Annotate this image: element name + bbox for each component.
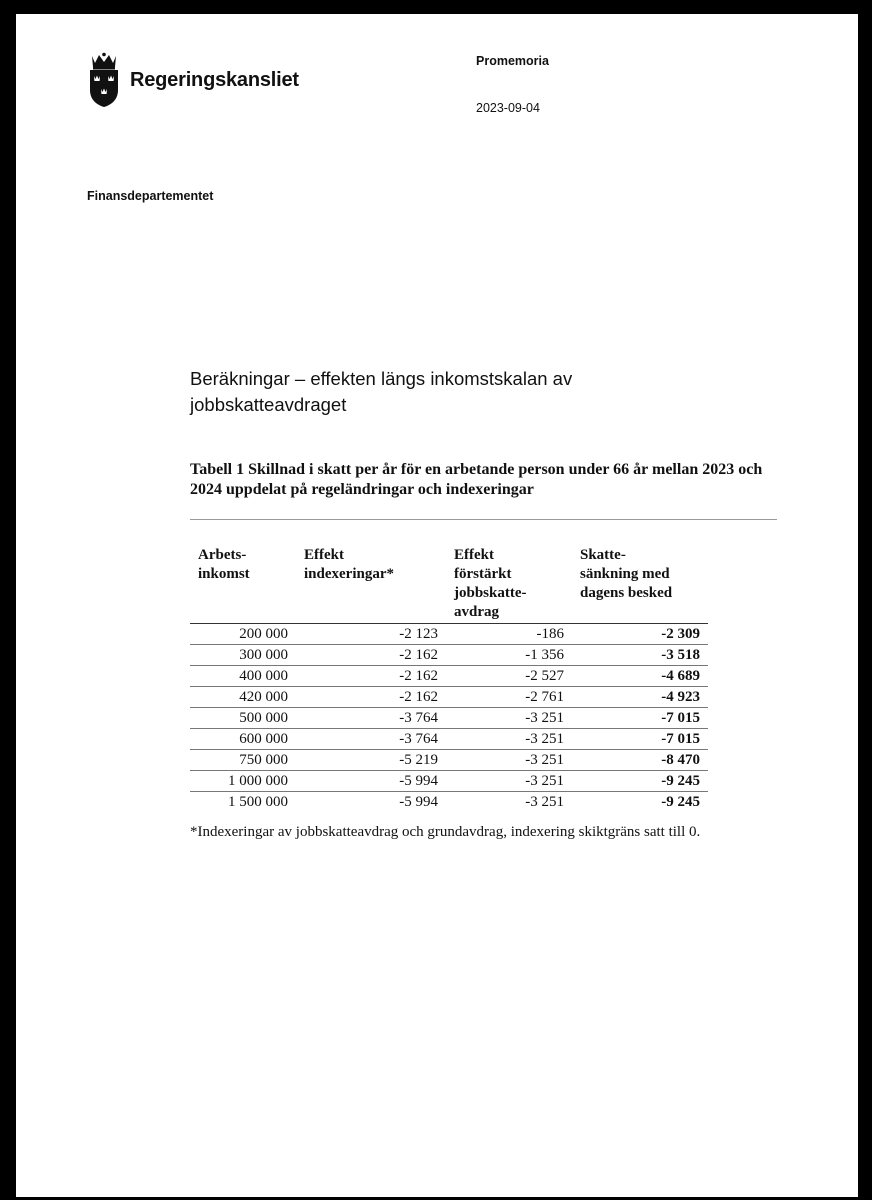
- table-cell: 1 000 000: [190, 771, 296, 792]
- column-header: Skatte- sänkning med dagens besked: [580, 547, 673, 601]
- table-row: [190, 771, 708, 792]
- table-cell: 500 000: [190, 708, 296, 729]
- table-cell: -2 123: [296, 624, 446, 645]
- table-cell: 300 000: [190, 645, 296, 666]
- document-title: Beräkningar – effekten längs inkomstskalan av jobbskatteavdraget: [190, 368, 573, 415]
- table-row: [190, 792, 708, 813]
- table-cell: -2 761: [446, 687, 572, 708]
- table-caption: Tabell 1 Skillnad i skatt per år för en arbetande person under 66 år mellan 2023 och 2024 uppdelat på regeländringar och indexeringar: [190, 461, 763, 498]
- three-crowns-emblem-icon: [86, 52, 122, 108]
- table-row: [190, 645, 708, 666]
- table-row: [190, 666, 708, 687]
- table-cell: -3 764: [296, 708, 446, 729]
- table-row: [190, 729, 708, 750]
- logo-wordmark: Regeringskansliet: [130, 68, 299, 91]
- table-cell: -2 162: [296, 666, 446, 687]
- table-cell: 600 000: [190, 729, 296, 750]
- table-cell: -186: [446, 624, 572, 645]
- table-cell: -3 251: [446, 750, 572, 771]
- table-cell: 750 000: [190, 750, 296, 771]
- caption-divider: [190, 519, 777, 520]
- table-cell: -4 923: [572, 687, 708, 708]
- memo-date: 2023-09-04: [476, 101, 540, 115]
- table-cell: -5 994: [296, 792, 446, 813]
- table-cell: -2 527: [446, 666, 572, 687]
- table-cell: -3 764: [296, 729, 446, 750]
- table-cell: -7 015: [572, 729, 708, 750]
- table-cell: 400 000: [190, 666, 296, 687]
- table-cell: -5 219: [296, 750, 446, 771]
- document-page: [16, 14, 858, 1197]
- logo: [86, 52, 299, 108]
- table-cell: -2 309: [572, 624, 708, 645]
- table-cell: -3 251: [446, 708, 572, 729]
- table-row: [190, 708, 708, 729]
- table-footnote: *Indexeringar av jobbskatteavdrag och grundavdrag, indexering skiktgräns satt till 0.: [190, 824, 701, 840]
- table-cell: -7 015: [572, 708, 708, 729]
- department-name: Finansdepartementet: [87, 189, 214, 203]
- table-header-row: [190, 546, 708, 624]
- memo-type: Promemoria: [476, 54, 549, 68]
- table-cell: -9 245: [572, 771, 708, 792]
- table-cell: -3 251: [446, 729, 572, 750]
- table-cell: 420 000: [190, 687, 296, 708]
- table-cell: -5 994: [296, 771, 446, 792]
- table-row: [190, 687, 708, 708]
- table-cell: 200 000: [190, 624, 296, 645]
- column-header: Effekt förstärkt jobbskatte- avdrag: [454, 547, 527, 620]
- column-header: Arbets- inkomst: [198, 547, 250, 582]
- table-cell: -3 251: [446, 792, 572, 813]
- table-cell: -3 518: [572, 645, 708, 666]
- table-cell: -2 162: [296, 645, 446, 666]
- tax-table: [190, 546, 708, 812]
- table-cell: -2 162: [296, 687, 446, 708]
- table-cell: -1 356: [446, 645, 572, 666]
- table-row: [190, 750, 708, 771]
- table-cell: -4 689: [572, 666, 708, 687]
- table-cell: -9 245: [572, 792, 708, 813]
- table-cell: -8 470: [572, 750, 708, 771]
- table-row: [190, 624, 708, 645]
- table-cell: 1 500 000: [190, 792, 296, 813]
- table-cell: -3 251: [446, 771, 572, 792]
- column-header: Effekt indexeringar*: [304, 547, 394, 582]
